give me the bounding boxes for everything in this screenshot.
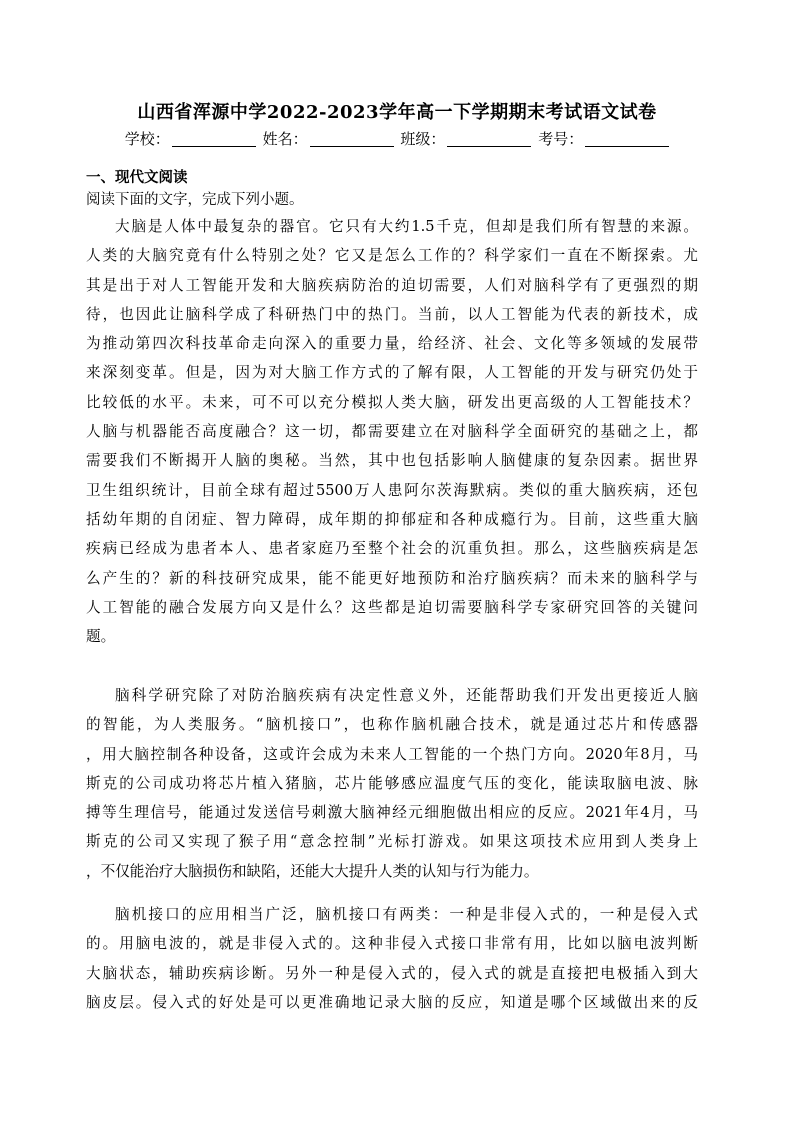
paragraph-line: 括幼年期的自闭症、智力障碍，成年期的抑郁症和各种成瘾行为。目前，这些重大脑	[86, 510, 698, 528]
passage-paragraph-2	[86, 681, 698, 886]
class-field	[400, 128, 531, 149]
passage-paragraph-3	[86, 900, 698, 1017]
exam-number-label: 考号：	[538, 130, 584, 148]
school-field	[125, 128, 256, 149]
passage-paragraph-1	[86, 212, 698, 651]
paragraph-line: 卫生组织统计，目前全球有超过5500万人患阿尔茨海默病。类似的重大脑疾病，还包	[86, 481, 698, 499]
exam-number-field	[538, 128, 669, 149]
exam-title: 山西省浑源中学2022-2023学年高一下学期期末考试语文试卷	[137, 102, 657, 123]
school-blank	[172, 132, 256, 147]
paragraph-line: 需要我们不断揭开人脑的奥秘。当然，其中也包括影响人脑健康的复杂因素。据世界	[86, 452, 698, 470]
paragraph-line: 其是出于对人工智能开发和大脑疾病防治的迫切需要，人们对脑科学有了更强烈的期	[86, 276, 698, 294]
paragraph-line: 脑皮层。侵入式的好处是可以更准确地记录大脑的反应，知道是哪个区域做出来的反	[86, 993, 698, 1011]
paragraph-line: 人脑与机器能否高度融合？这一切，都需要建立在对脑科学全面研究的基础之上，都	[86, 423, 698, 441]
name-label: 姓名：	[262, 130, 308, 148]
paragraph-line: 为推动第四次科技革命走向深入的重要力量，给经济、社会、文化等多领域的发展带	[86, 335, 698, 353]
paragraph-line: 大脑状态，辅助疾病诊断。另外一种是侵入式的，侵入式的就是直接把电极插入到大	[86, 964, 698, 982]
paragraph-line: 待，也因此让脑科学成了科研热门中的热门。当前，以人工智能为代表的新技术，成	[86, 305, 698, 323]
paragraph-line: 题。	[86, 628, 116, 646]
paragraph-line: 人工智能的融合发展方向又是什么？这些都是迫切需要脑科学专家研究回答的关键问	[86, 598, 698, 616]
paragraph-line: 人类的大脑究竟有什么特别之处？它又是怎么工作的？科学家们一直在不断探索。尤	[86, 247, 698, 265]
paragraph-line: 大脑是人体中最复杂的器官。它只有大约1.5千克，但却是我们所有智慧的来源。	[115, 218, 698, 235]
section-heading: 一、现代文阅读	[86, 170, 188, 186]
paragraph-line: 的智能，为人类服务。“脑机接口”，也称作脑机融合技术，就是通过芯片和传感器	[86, 716, 698, 734]
paragraph-line: 脑科学研究除了对防治脑疾病有决定性意义外，还能帮助我们开发出更接近人脑	[115, 687, 698, 704]
reading-instruction: 阅读下面的文字，完成下列小题。	[86, 192, 304, 208]
paragraph-line: 比较低的水平。未来，可不可以充分模拟人类大脑，研发出更高级的人工智能技术？	[86, 393, 698, 411]
paragraph-line: 么产生的？新的科技研究成果，能不能更好地预防和治疗脑疾病？而未来的脑科学与	[86, 569, 698, 587]
paragraph-line: 搏等生理信号，能通过发送信号刺激大脑神经元细胞做出相应的反应。2021年4月，马	[86, 804, 698, 822]
paragraph-line: 来深刻变革。但是，因为对大脑工作方式的了解有限，人工智能的开发与研究仍处于	[86, 364, 698, 382]
name-field	[263, 128, 394, 149]
student-info-line	[0, 128, 794, 149]
paragraph-line: ，不仅能治疗大脑损伤和缺陷，还能大大提升人类的认知与行为能力。	[86, 862, 539, 880]
paragraph-line: 疾病已经成为患者本人、患者家庭乃至整个社会的沉重负担。那么，这些脑疾病是怎	[86, 540, 698, 558]
paragraph-line: 斯克的公司成功将芯片植入猪脑，芯片能够感应温度气压的变化，能读取脑电波、脉	[86, 774, 698, 792]
paragraph-line: ，用大脑控制各种设备，这或许会成为未来人工智能的一个热门方向。2020年8月，马	[86, 745, 698, 763]
class-label: 班级：	[400, 130, 446, 148]
class-blank	[447, 132, 531, 147]
paragraph-line: 斯克的公司又实现了猴子用“意念控制”光标打游戏。如果这项技术应用到人类身上	[86, 833, 698, 851]
paragraph-line: 脑机接口的应用相当广泛，脑机接口有两类：一种是非侵入式的，一种是侵入式	[115, 906, 698, 923]
exam-number-blank	[585, 132, 669, 147]
paragraph-line: 的。用脑电波的，就是非侵入式的。这种非侵入式接口非常有用，比如以脑电波判断	[86, 935, 698, 953]
name-blank	[310, 132, 394, 147]
school-label: 学校：	[124, 130, 170, 148]
